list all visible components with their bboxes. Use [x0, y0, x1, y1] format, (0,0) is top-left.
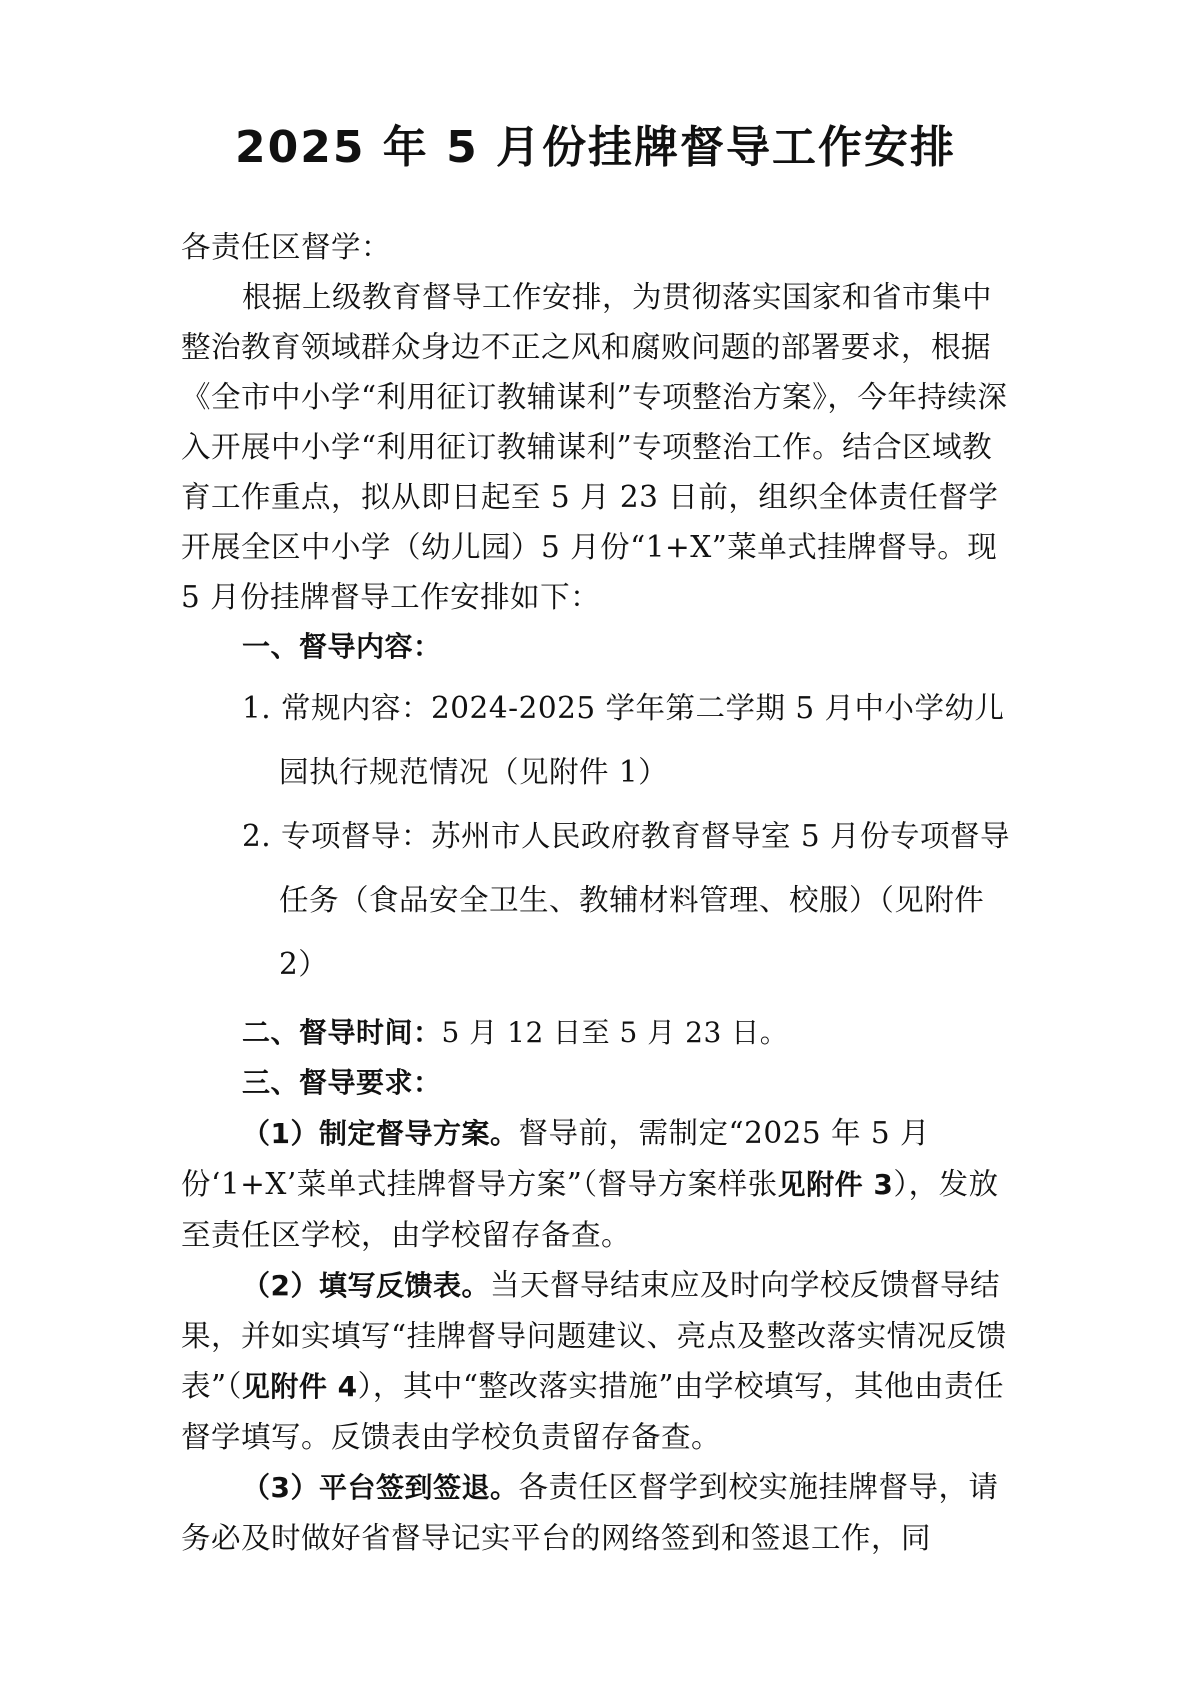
section-2-text: 5 月 12 日至 5 月 23 日。	[441, 1016, 789, 1049]
requirement-3	[181, 1462, 1021, 1563]
section-2-line	[181, 1008, 1021, 1058]
document-title: 2025 年 5 月份挂牌督导工作安排	[234, 122, 957, 173]
requirement-2	[181, 1260, 1021, 1462]
section-2-heading: 二、督导时间：	[242, 1016, 442, 1049]
intro-paragraph: 根据上级教育督导工作安排，为贯彻落实国家和省市集中整治教育领域群众身边不正之风和腐败问题的部署要求，根据《全市中小学“利用征订教辅谋利”专项整治方案》，今年持续深入开展中小学“利用征订教辅谋利”专项整治工作。结合区域教育工作重点，拟从即日起至 5 月 23 日前，组织全体责任督学开展全区中小学（幼儿园）5 月份“1+X”菜单式挂牌督导。现 5 月份挂牌督导工作安排如下：	[181, 280, 1008, 614]
requirement-1-text-b: ），发放至责任区学校，由学校留存备查。	[181, 1167, 999, 1252]
section-3-heading: 三、督导要求：	[242, 1066, 442, 1099]
document-body	[181, 222, 1021, 1563]
section-1-item-1: 1. 常规内容：2024-2025 学年第二学期 5 月中小学幼儿园执行规范情况（见附件 1）	[242, 691, 1005, 789]
requirement-1	[181, 1108, 1021, 1260]
section-1-item-2: 2. 专项督导：苏州市人民政府教育督导室 5 月份专项督导任务（食品安全卫生、教辅材料管理、校服）（见附件 2）	[242, 819, 1011, 981]
requirement-2-text-b: ），其中“整改落实措施”由学校填写，其他由责任督学填写。反馈表由学校负责留存备查。	[181, 1369, 1004, 1454]
section-1-heading: 一、督导内容：	[242, 630, 442, 663]
salutation: 各责任区督学：	[181, 230, 392, 264]
requirement-2-text-a: 当天督导结束应及时向学校反馈督导结果，并如实填写“挂牌督导问题建议、亮点及整改落实情况反馈表”（	[181, 1268, 1007, 1403]
requirement-1-ref: 见附件 3	[777, 1168, 894, 1201]
requirement-2-ref: 见附件 4	[241, 1370, 358, 1403]
requirement-3-text-a: 各责任区督学到校实施挂牌督导，请务必及时做好省督导记实平台的网络签到和签退工作，同	[181, 1470, 999, 1555]
requirement-3-title: （3）平台签到签退。	[242, 1471, 519, 1504]
requirement-2-title: （2）填写反馈表。	[242, 1269, 490, 1302]
requirement-1-title: （1）制定督导方案。	[242, 1117, 519, 1150]
requirement-1-text-a: 督导前，需制定“2025 年 5 月份‘1+X’菜单式挂牌督导方案”（督导方案样张	[181, 1116, 931, 1201]
